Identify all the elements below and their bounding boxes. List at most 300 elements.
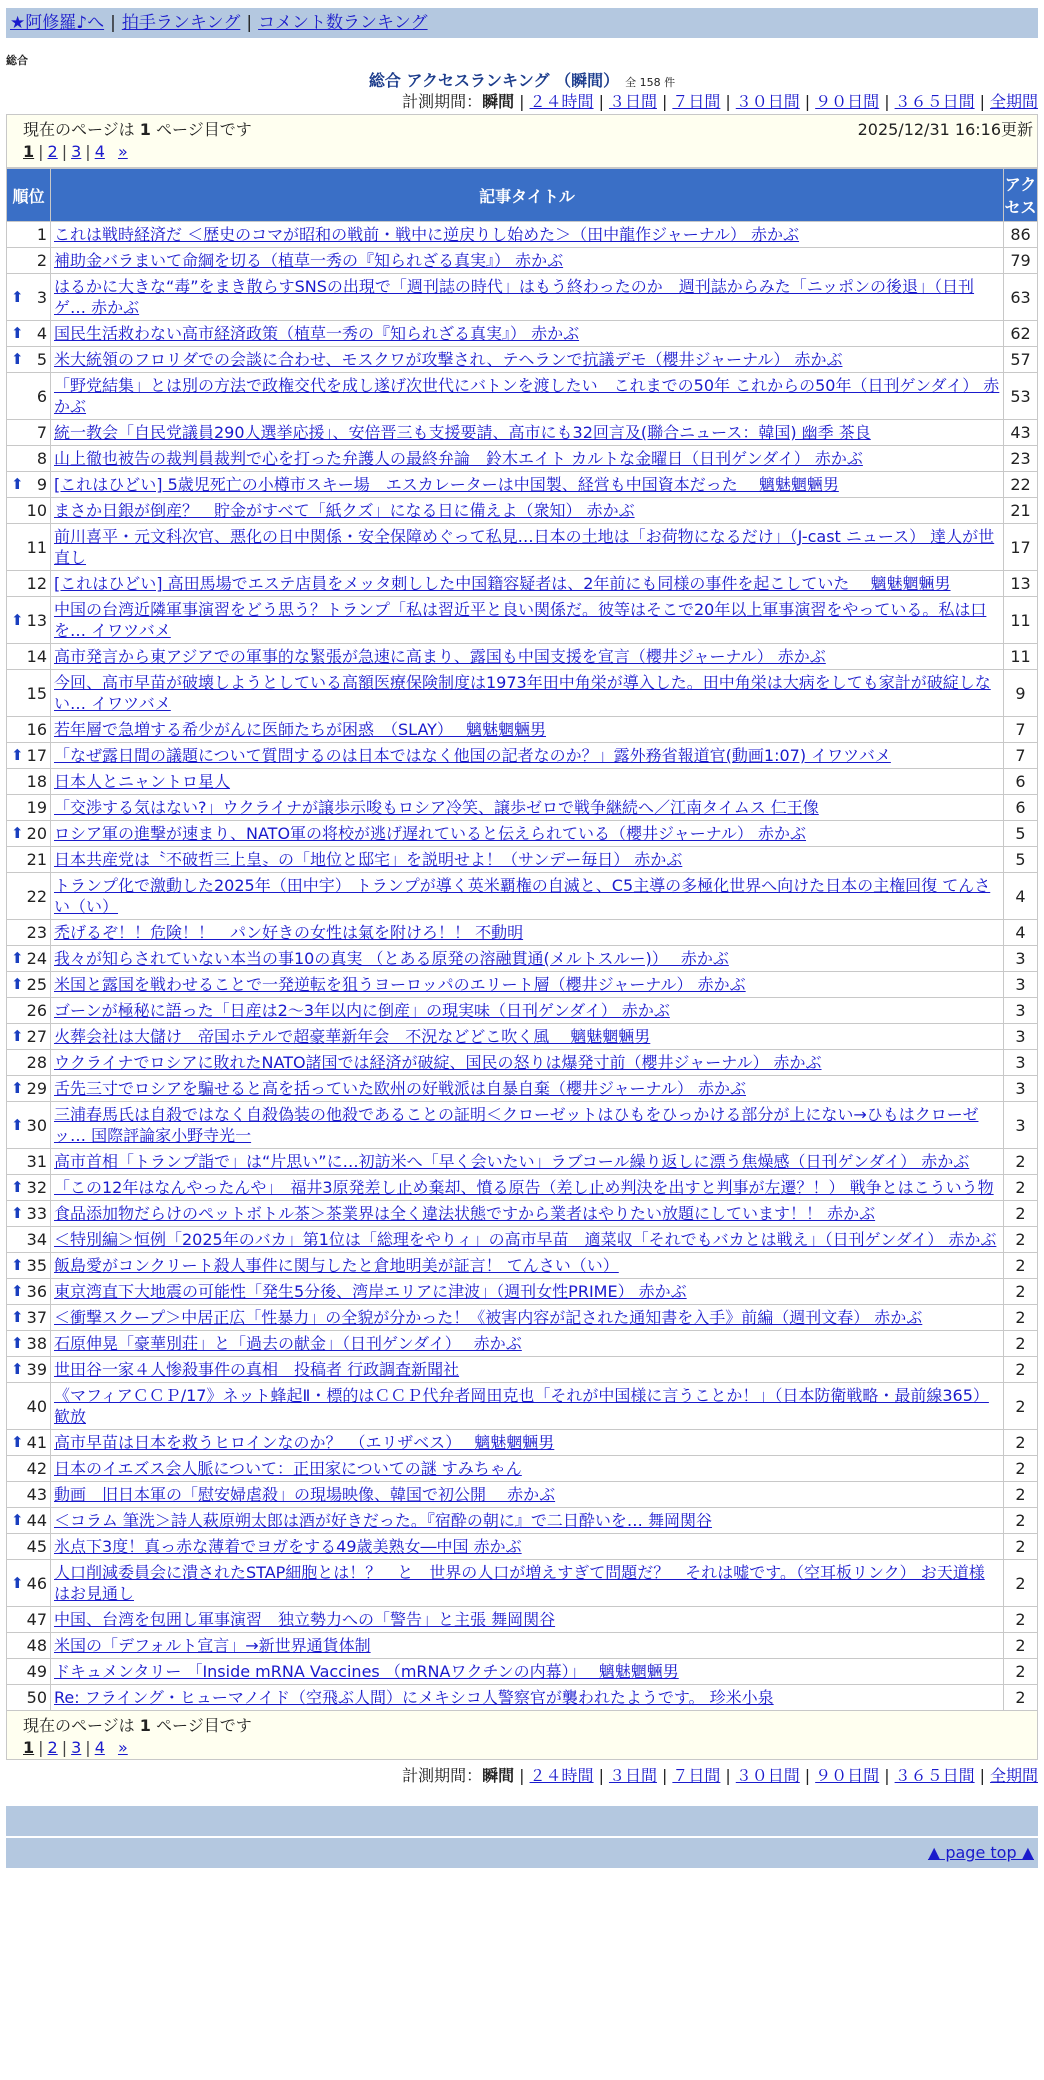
access-count: 2 — [1004, 1383, 1038, 1430]
article-link[interactable]: 「この12年はなんやったんや」 福井3原発差し止め棄却、憤る原告（差し止め判決を出すと判事が左遷？！） 戦争とはこういう物 — [54, 1178, 994, 1197]
page-info-bottom: 現在のページは 1 ページ目です — [23, 1716, 252, 1735]
article-link[interactable]: 日本人とニャントロ星人 — [54, 772, 231, 791]
title-cell — [51, 1050, 1004, 1076]
table-row — [7, 1456, 1038, 1482]
article-link[interactable]: ロシア軍の進撃が速まり、NATO軍の将校が逃げ遅れていると伝えられている（櫻井ジャーナル） 赤かぶ — [54, 824, 807, 843]
table-row — [7, 717, 1038, 743]
period-links: | ２４時間 | ３日間 | ７日間 | ３０日間 | ９０日間 | ３６５日間 | 全期間 — [519, 92, 1038, 111]
access-count: 7 — [1004, 743, 1038, 769]
article-link[interactable]: ＜特別編＞恒例「2025年のバカ」第1位は「総理をやりィ」の高市早苗 適菜収「それでもバカとは戦え」（日刊ゲンダイ） 赤かぶ — [54, 1230, 997, 1249]
title-cell — [51, 1076, 1004, 1102]
period-link[interactable]: ３６５日間 — [894, 1766, 975, 1785]
applause-ranking-link[interactable]: 拍手ランキング — [121, 13, 241, 33]
rank-cell — [7, 1534, 51, 1560]
access-count: 2 — [1004, 1227, 1038, 1253]
period-link[interactable]: 全期間 — [989, 1766, 1038, 1785]
rank-cell — [7, 1508, 51, 1534]
page-link[interactable]: 3 — [71, 1738, 82, 1757]
title-cell — [51, 321, 1004, 347]
period-current-bottom: 瞬間 — [482, 1766, 515, 1785]
rank-number: 46 — [26, 1573, 47, 1593]
rank-number: 43 — [26, 1485, 47, 1504]
page-link[interactable]: » — [117, 1738, 128, 1757]
table-row — [7, 248, 1038, 274]
access-count: 3 — [1004, 1076, 1038, 1102]
page-info: 現在のページは 1 ページ目です — [23, 120, 252, 139]
access-count: 63 — [1004, 274, 1038, 321]
up-arrow-icon: ⬆ — [11, 1027, 24, 1045]
rank-number: 1 — [36, 225, 47, 244]
page-link[interactable]: 4 — [94, 1738, 105, 1757]
article-link[interactable]: 米国と露国を戦わせることで一発逆転を狙うヨーロッパのエリート層（櫻井ジャーナル） 赤かぶ — [54, 975, 746, 994]
title-cell — [51, 1305, 1004, 1331]
table-row — [7, 1305, 1038, 1331]
rank-cell — [7, 795, 51, 821]
access-count: 2 — [1004, 1253, 1038, 1279]
title-cell — [51, 1534, 1004, 1560]
rank-cell — [7, 248, 51, 274]
period-link[interactable]: ２４時間 — [529, 92, 594, 111]
access-count: 2 — [1004, 1482, 1038, 1508]
table-row — [7, 670, 1038, 717]
rank-number: 32 — [26, 1178, 47, 1197]
access-count: 5 — [1004, 847, 1038, 873]
article-link[interactable]: 日本のイエズス会人脈について：正田家についての謎 すみちゃん — [54, 1459, 522, 1478]
access-count: 2 — [1004, 1685, 1038, 1711]
article-link[interactable]: 「なぜ露日間の議題について質問するのは日本ではなく他国の記者なのか？」露外務省報道官(動画1:07) イワツバメ — [54, 746, 891, 765]
col-access: アクセス — [1004, 169, 1038, 222]
access-count: 3 — [1004, 1024, 1038, 1050]
rank-cell — [7, 222, 51, 248]
col-title: 記事タイトル — [51, 169, 1004, 222]
page-link[interactable]: 2 — [47, 142, 58, 161]
access-count: 9 — [1004, 670, 1038, 717]
table-row — [7, 446, 1038, 472]
table-row — [7, 420, 1038, 446]
article-link[interactable]: 補助金バラまいて命綱を切る（植草一秀の『知られざる真実』） 赤かぶ — [54, 251, 564, 270]
period-link[interactable]: ３日間 — [608, 1766, 657, 1785]
rank-cell — [7, 743, 51, 769]
access-count: 2 — [1004, 1357, 1038, 1383]
rank-cell — [7, 571, 51, 597]
table-row — [7, 373, 1038, 420]
page-top-link[interactable]: ▲ page top ▲ — [927, 1843, 1034, 1862]
rank-cell — [7, 717, 51, 743]
article-link[interactable]: ＜コラム 筆洗＞詩人萩原朔太郎は酒が好きだった。『宿酔の朝に』で二日酔いを… 舞岡関谷 — [54, 1511, 713, 1530]
article-link[interactable]: 「野党結集」とは別の方法で政権交代を成し遂げ次世代にバトンを渡したい これまでの50年 これからの50年（日刊ゲンダイ） 赤かぶ — [54, 376, 1000, 416]
title-cell — [51, 670, 1004, 717]
access-count: 4 — [1004, 873, 1038, 920]
title-cell — [51, 1149, 1004, 1175]
top-nav: ★阿修羅♪へ | 拍手ランキング | コメント数ランキング — [6, 8, 1038, 38]
table-row — [7, 1508, 1038, 1534]
page-current: 1 — [23, 1738, 35, 1757]
table-row — [7, 1685, 1038, 1711]
title-cell — [51, 373, 1004, 420]
table-row — [7, 1149, 1038, 1175]
article-link[interactable]: 中国の台湾近隣軍事演習をどう思う？トランプ「私は習近平と良い関係だ。彼等はそこで20年以上軍事演習をやっている。私は口を… イワツバメ — [54, 600, 987, 640]
article-link[interactable]: 人口削減委員会に潰されたSTAP細胞とは！？ と 世界の人口が増えすぎて問題だ？ それは嘘です。（空耳板リンク） お天道様はお見通し — [54, 1563, 985, 1603]
article-link[interactable]: [これはひどい] 高田馬場でエステ店員をメッタ刺しした中国籍容疑者は、2年前にも同様の事件を起こしていた 魑魅魍魎男 — [54, 574, 951, 593]
up-arrow-icon: ⬆ — [11, 824, 24, 842]
table-row — [7, 821, 1038, 847]
rank-cell — [7, 446, 51, 472]
period-selector-bottom: 計測期間：瞬間 | ２４時間 | ３日間 | ７日間 | ３０日間 | ９０日間 | ３６５日間 | 全期間 — [402, 1766, 1038, 1785]
rank-cell — [7, 1175, 51, 1201]
article-link[interactable]: Re: フライング・ヒューマノイド（空飛ぶ人間）にメキシコ人警察官が襲われたようです。 珍米小泉 — [54, 1688, 774, 1707]
rank-number: 25 — [26, 975, 47, 994]
article-link[interactable]: 東京湾直下大地震の可能性「発生5分後、湾岸エリアに津波」（週刊女性PRIME） 赤かぶ — [54, 1282, 687, 1301]
period-current: 瞬間 — [482, 92, 515, 111]
up-arrow-icon: ⬆ — [11, 610, 24, 629]
table-row — [7, 1383, 1038, 1430]
table-row — [7, 472, 1038, 498]
rank-number: 41 — [26, 1433, 47, 1452]
article-link[interactable]: 高市首相「トランプ詣で」は“片思い”に…初訪米へ「早く会いたい」ラブコール繰り返しに漂う焦燥感（日刊ゲンダイ） 赤かぶ — [54, 1152, 970, 1171]
rank-number: 19 — [26, 798, 47, 817]
article-link[interactable]: 《マフィアＣＣＰ/17》ネット蜂起Ⅱ・標的はＣＣＰ代弁者岡田克也「それが中国様に言うことか！」（日本防衛戦略・最前線365） 歓放 — [54, 1386, 989, 1426]
up-arrow-icon: ⬆ — [11, 1511, 24, 1529]
access-count: 7 — [1004, 717, 1038, 743]
table-row — [7, 972, 1038, 998]
table-row — [7, 946, 1038, 972]
period-link[interactable]: ３６５日間 — [894, 92, 975, 111]
table-row — [7, 1482, 1038, 1508]
up-arrow-icon: ⬆ — [11, 1573, 24, 1592]
updated-time: 2025/12/31 16:16更新 — [857, 120, 1033, 139]
table-row — [7, 274, 1038, 321]
title-cell — [51, 743, 1004, 769]
up-arrow-icon: ⬆ — [11, 1308, 24, 1326]
rank-number: 49 — [26, 1662, 47, 1681]
rank-cell — [7, 670, 51, 717]
section-label: 総合 — [6, 54, 28, 67]
rank-cell — [7, 821, 51, 847]
access-count: 3 — [1004, 998, 1038, 1024]
period-link[interactable]: ３０日間 — [735, 92, 800, 111]
page-links: 1 | 2 | 3 | 4 » — [23, 142, 128, 161]
title-cell — [51, 717, 1004, 743]
access-count: 6 — [1004, 769, 1038, 795]
table-row — [7, 1024, 1038, 1050]
period-link[interactable]: ３０日間 — [735, 1766, 800, 1785]
up-arrow-icon: ⬆ — [11, 1256, 24, 1274]
table-row — [7, 597, 1038, 644]
rank-number: 10 — [26, 501, 47, 520]
period-link[interactable]: ７日間 — [672, 92, 721, 111]
rank-number: 14 — [26, 647, 47, 666]
page-link[interactable]: 4 — [94, 142, 105, 161]
up-arrow-icon: ⬆ — [11, 287, 24, 306]
rank-number: 50 — [26, 1688, 47, 1707]
rank-number: 28 — [26, 1053, 47, 1072]
article-link[interactable]: 高市早苗は日本を救うヒロインなのか？ （エリザベス） 魑魅魍魎男 — [54, 1433, 555, 1452]
up-arrow-icon: ⬆ — [11, 1334, 24, 1352]
total-count: 全 158 件 — [625, 76, 676, 89]
table-row — [7, 1331, 1038, 1357]
rank-number: 44 — [26, 1511, 47, 1530]
access-count: 2 — [1004, 1305, 1038, 1331]
table-row — [7, 795, 1038, 821]
table-row — [7, 644, 1038, 670]
rank-number: 48 — [26, 1636, 47, 1655]
access-count: 2 — [1004, 1508, 1038, 1534]
article-link[interactable]: 日本共産党は〝不破哲三上皇〟の「地位と邸宅」を説明せよ！（サンデー毎日） 赤かぶ — [54, 850, 683, 869]
table-row — [7, 1050, 1038, 1076]
up-arrow-icon: ⬆ — [11, 475, 24, 493]
rank-number: 34 — [26, 1230, 47, 1249]
rank-cell — [7, 420, 51, 446]
table-row — [7, 1633, 1038, 1659]
rank-number: 17 — [26, 746, 47, 765]
access-count: 2 — [1004, 1633, 1038, 1659]
rank-number: 22 — [26, 886, 47, 906]
access-count: 3 — [1004, 972, 1038, 998]
page-top-bar — [6, 1838, 1038, 1868]
rank-cell — [7, 1279, 51, 1305]
period-link[interactable]: ７日間 — [672, 1766, 721, 1785]
rank-cell — [7, 1331, 51, 1357]
rank-cell — [7, 972, 51, 998]
table-row — [7, 1607, 1038, 1633]
rank-cell — [7, 1305, 51, 1331]
period-link[interactable]: ３日間 — [608, 92, 657, 111]
access-count: 3 — [1004, 1102, 1038, 1149]
up-arrow-icon: ⬆ — [11, 746, 24, 764]
table-row — [7, 1560, 1038, 1607]
rank-number: 24 — [26, 949, 47, 968]
title-cell — [51, 1456, 1004, 1482]
article-link[interactable]: 国民生活救わない高市経済政策（植草一秀の『知られざる真実』） 赤かぶ — [54, 324, 580, 343]
comment-ranking-link[interactable]: コメント数ランキング — [258, 13, 428, 33]
article-link[interactable]: 氷点下3度！真っ赤な薄着でヨガをする49歳美熟女―中国 赤かぶ — [54, 1537, 522, 1556]
access-count: 3 — [1004, 946, 1038, 972]
title-cell — [51, 1633, 1004, 1659]
bottom-bar — [6, 1806, 1038, 1836]
table-row — [7, 1102, 1038, 1149]
rank-number: 29 — [26, 1079, 47, 1098]
rank-cell — [7, 1253, 51, 1279]
rank-cell — [7, 1560, 51, 1607]
article-link[interactable]: 動画 旧日本軍の「慰安婦虐殺」の現場映像、韓国で初公開 赤かぶ — [54, 1485, 556, 1504]
title-cell — [51, 248, 1004, 274]
up-arrow-icon: ⬆ — [11, 1178, 24, 1196]
access-count: 21 — [1004, 498, 1038, 524]
page-title — [6, 68, 1038, 90]
article-link[interactable]: 高市発言から東アジアでの軍事的な緊張が急速に高まり、露国も中国支援を宣言（櫻井ジャーナル） 赤かぶ — [54, 647, 826, 666]
article-link[interactable]: 舌先三寸でロシアを騙せると高を括っていた欧州の好戦派は自暴自棄（櫻井ジャーナル） 赤かぶ — [54, 1079, 746, 1098]
article-link[interactable]: 世田谷一家４人惨殺事件の真相 投稿者 行政調査新聞社 — [54, 1360, 460, 1379]
up-arrow-icon: ⬆ — [11, 975, 24, 993]
article-link[interactable]: 今回、高市早苗が破壊しようとしている高額医療保険制度は1973年田中角栄が導入した。田中角栄は大病をしても家計が破綻しない… イワツバメ — [54, 673, 991, 713]
article-link[interactable]: 飯島愛がコンクリート殺人事件に関与したと倉地明美が証言！ てんさい（い） — [54, 1256, 619, 1275]
rank-number: 26 — [26, 1001, 47, 1020]
table-row — [7, 347, 1038, 373]
access-count: 2 — [1004, 1279, 1038, 1305]
rank-number: 11 — [26, 537, 47, 557]
rank-cell — [7, 1227, 51, 1253]
access-count: 11 — [1004, 597, 1038, 644]
article-link[interactable]: ゴーンが極秘に語った「日産は2～3年以内に倒産」の現実味（日刊ゲンダイ） 赤かぶ — [54, 1001, 670, 1020]
title-cell — [51, 795, 1004, 821]
table-row — [7, 998, 1038, 1024]
table-row — [7, 1279, 1038, 1305]
period-links-bottom: | ２４時間 | ３日間 | ７日間 | ３０日間 | ９０日間 | ３６５日間 | 全期間 — [519, 1766, 1038, 1785]
access-count: 4 — [1004, 920, 1038, 946]
title-cell — [51, 1331, 1004, 1357]
article-link[interactable]: 三浦春馬氏は自殺ではなく自殺偽装の他殺であることの証明＜クローゼットはひもをひっかける部分が上にない→ひもはクローゼッ… 国際評論家小野寺光一 — [54, 1105, 979, 1145]
article-link[interactable]: 禿げるぞ！！危険！！ パン好きの女性は氣を附けろ！！ 不動明 — [54, 923, 524, 942]
up-arrow-icon: ⬆ — [11, 1282, 24, 1300]
article-link[interactable]: 前川喜平・元文科次官、悪化の日中関係・安全保障めぐって私見…日本の土地は「お荷物になるだけ」（J-cast ニュース） 達人が世直し — [54, 527, 995, 567]
article-link[interactable]: ＜衝撃スクープ＞中居正広「性暴力」の全貌が分かった！《被害内容が記された通知書を入手》前編（週刊文春） 赤かぶ — [54, 1308, 923, 1327]
access-count: 2 — [1004, 1659, 1038, 1685]
rank-number: 40 — [26, 1396, 47, 1416]
title-cell — [51, 524, 1004, 571]
access-count: 6 — [1004, 795, 1038, 821]
table-row — [7, 1227, 1038, 1253]
rank-number: 45 — [26, 1537, 47, 1556]
article-link[interactable]: 食品添加物だらけのペットボトル茶＞茶業界は全く違法状態ですから業者はやりたい放題にしています！！ 赤かぶ — [54, 1204, 876, 1223]
article-link[interactable]: 山上徹也被告の裁判員裁判で心を打った弁護人の最終弁論 鈴木エイト カルトな金曜日（日刊ゲンダイ） 赤かぶ — [54, 449, 863, 468]
article-link[interactable]: まさか日銀が倒産？ 貯金がすべて「紙クズ」になる日に備えよ（衆知） 赤かぶ — [54, 501, 635, 520]
table-row — [7, 873, 1038, 920]
title-cell — [51, 847, 1004, 873]
title-cell — [51, 1201, 1004, 1227]
article-link[interactable]: 中国、台湾を包囲し軍事演習 独立勢力への「警告」と主張 舞岡関谷 — [54, 1610, 556, 1629]
article-link[interactable]: 火葬会社は大儲け 帝国ホテルで超豪華新年会 不況などどこ吹く風 魑魅魍魎男 — [54, 1027, 651, 1046]
article-link[interactable]: 「交渉する気はない?」ウクライナが譲歩示唆もロシア冷笑、譲歩ゼロで戦争継続へ／江南タイムス 仁王像 — [54, 798, 819, 817]
table-row — [7, 847, 1038, 873]
article-link[interactable]: トランプ化で激動した2025年（田中宇） トランプが導く英米覇権の自滅と、C5主導の多極化世界へ向けた日本の主権回復 てんさい（い） — [54, 876, 991, 916]
article-link[interactable]: 米国の「デフォルト宣言」→新世界通貨体制 — [54, 1636, 371, 1655]
title-cell — [51, 769, 1004, 795]
access-count: 86 — [1004, 222, 1038, 248]
access-count: 2 — [1004, 1201, 1038, 1227]
home-link[interactable]: ★阿修羅♪へ — [10, 13, 105, 33]
article-link[interactable]: 我々が知らされていない本当の事10の真実 （とある原発の溶融貫通(メルトスルー)） 赤かぶ — [54, 949, 729, 968]
rank-cell — [7, 1076, 51, 1102]
title-cell — [51, 472, 1004, 498]
title-cell — [51, 1659, 1004, 1685]
rank-number: 33 — [26, 1204, 47, 1223]
rank-number: 6 — [36, 386, 47, 406]
rank-cell — [7, 1149, 51, 1175]
rank-cell — [7, 1607, 51, 1633]
rank-number: 4 — [36, 324, 47, 343]
rank-cell — [7, 274, 51, 321]
rank-cell — [7, 347, 51, 373]
rank-number: 39 — [26, 1360, 47, 1379]
period-selector-top: 計測期間：瞬間 | ２４時間 | ３日間 | ７日間 | ３０日間 | ９０日間 | ３６５日間 | 全期間 — [402, 92, 1038, 111]
rank-number: 12 — [26, 574, 47, 593]
title-cell — [51, 420, 1004, 446]
rank-number: 13 — [26, 610, 47, 630]
rank-cell — [7, 597, 51, 644]
table-row — [7, 1534, 1038, 1560]
title-cell — [51, 946, 1004, 972]
title-cell — [51, 1024, 1004, 1050]
article-link[interactable]: ドキュメンタリー 「Inside mRNA Vaccines （mRNAワクチンの内幕）」 魑魅魍魎男 — [54, 1662, 679, 1681]
up-arrow-icon: ⬆ — [11, 1079, 24, 1097]
table-header — [7, 169, 1038, 222]
article-link[interactable]: これは戦時経済だ ＜歴史のコマが昭和の戦前・戦中に逆戻りし始めた＞（田中龍作ジャーナル） 赤かぶ — [54, 225, 800, 244]
rank-number: 47 — [26, 1610, 47, 1629]
period-link[interactable]: ２４時間 — [529, 1766, 594, 1785]
title-cell — [51, 347, 1004, 373]
rank-cell — [7, 998, 51, 1024]
table-row — [7, 920, 1038, 946]
rank-number: 38 — [26, 1334, 47, 1353]
rank-number: 37 — [26, 1308, 47, 1327]
rank-number: 8 — [36, 449, 47, 468]
rank-number: 36 — [26, 1282, 47, 1301]
page-link[interactable]: 2 — [47, 1738, 58, 1757]
title-cell — [51, 274, 1004, 321]
title-cell — [51, 1607, 1004, 1633]
access-count: 2 — [1004, 1534, 1038, 1560]
access-count: 57 — [1004, 347, 1038, 373]
access-count: 22 — [1004, 472, 1038, 498]
access-count: 3 — [1004, 1050, 1038, 1076]
rank-cell — [7, 1430, 51, 1456]
page-current: 1 — [23, 142, 35, 161]
rank-cell — [7, 524, 51, 571]
up-arrow-icon: ⬆ — [11, 324, 24, 342]
title-cell — [51, 222, 1004, 248]
table-row — [7, 743, 1038, 769]
table-row — [7, 1430, 1038, 1456]
title-cell — [51, 1357, 1004, 1383]
access-count: 79 — [1004, 248, 1038, 274]
rank-number: 15 — [26, 683, 47, 703]
access-count: 2 — [1004, 1149, 1038, 1175]
period-link[interactable]: 全期間 — [989, 92, 1038, 111]
rank-number: 2 — [36, 251, 47, 270]
rank-number: 23 — [26, 923, 47, 942]
access-count: 2 — [1004, 1430, 1038, 1456]
article-link[interactable]: 米大統領のフロリダでの会談に合わせ、モスクワが攻撃され、テヘランで抗議デモ（櫻井ジャーナル） 赤かぶ — [54, 350, 843, 369]
table-row — [7, 769, 1038, 795]
page-link[interactable]: » — [117, 142, 128, 161]
article-link[interactable]: 統一教会「自民党議員290人選挙応援」、安倍晋三も支援要請、高市にも32回言及(聯合ニュース：韓国) 幽季 茶良 — [54, 423, 871, 442]
rank-number: 27 — [26, 1027, 47, 1046]
table-row — [7, 1076, 1038, 1102]
rank-cell — [7, 1633, 51, 1659]
rank-cell — [7, 644, 51, 670]
title-cell — [51, 972, 1004, 998]
rank-cell — [7, 1685, 51, 1711]
article-link[interactable]: [これはひどい] 5歳児死亡の小樽市スキー場 エスカレーターは中国製、経営も中国資本だった 魑魅魍魎男 — [54, 475, 839, 494]
up-arrow-icon: ⬆ — [11, 1115, 24, 1134]
title-cell — [51, 1508, 1004, 1534]
period-link[interactable]: ９０日間 — [815, 1766, 880, 1785]
up-arrow-icon: ⬆ — [11, 949, 24, 967]
access-count: 43 — [1004, 420, 1038, 446]
rank-number: 9 — [36, 475, 47, 494]
article-link[interactable]: 石原伸晃「豪華別荘」と「過去の献金」（日刊ゲンダイ） 赤かぶ — [54, 1334, 522, 1353]
rank-number: 35 — [26, 1256, 47, 1275]
up-arrow-icon: ⬆ — [11, 1204, 24, 1222]
article-link[interactable]: 若年層で急増する希少がんに医師たちが困惑 （SLAY） 魑魅魍魎男 — [54, 720, 547, 739]
article-link[interactable]: ウクライナでロシアに敗れたNATO諸国では経済が破綻、国民の怒りは爆発寸前（櫻井ジャーナル） 赤かぶ — [54, 1053, 822, 1072]
period-link[interactable]: ９０日間 — [815, 92, 880, 111]
article-link[interactable]: はるかに大きな“毒”をまき散らすSNSの出現で「週刊誌の時代」はもう終わったのか 週刊誌からみた「ニッポンの後退」（日刊ゲ… 赤かぶ — [54, 277, 975, 317]
rank-cell — [7, 472, 51, 498]
access-count: 62 — [1004, 321, 1038, 347]
table-row — [7, 1357, 1038, 1383]
page-link[interactable]: 3 — [71, 142, 82, 161]
